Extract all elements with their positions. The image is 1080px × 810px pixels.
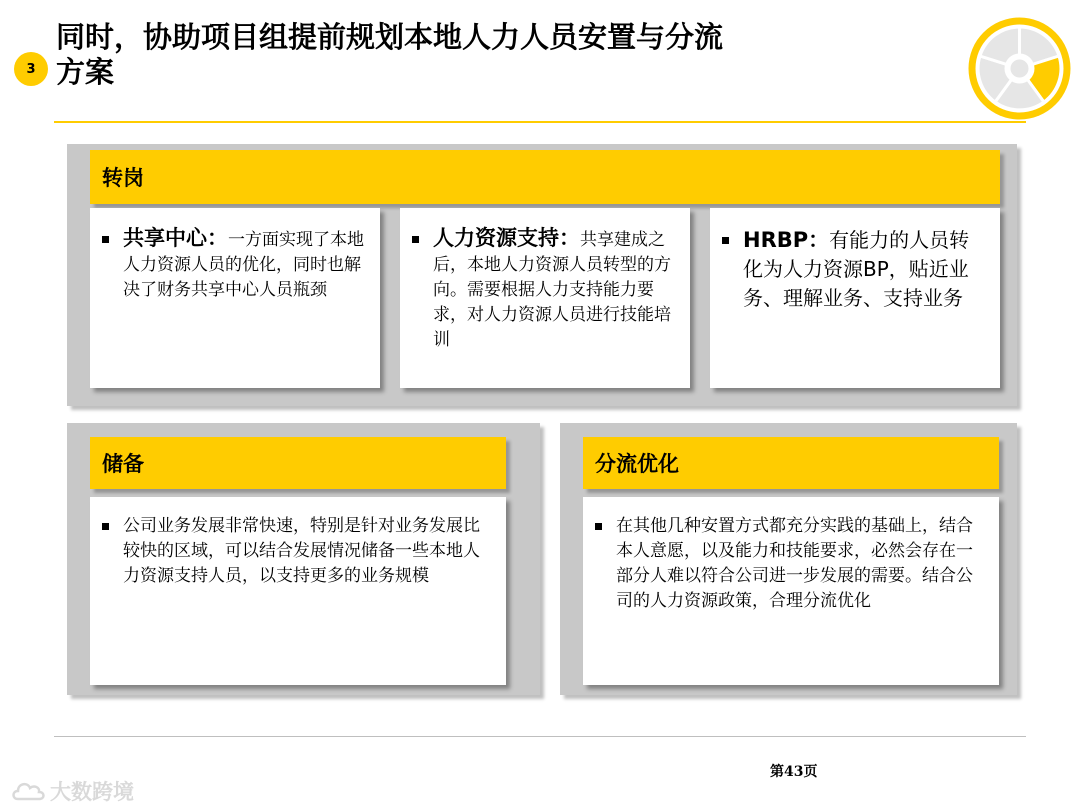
shared-center-card (90, 208, 380, 388)
bullet-icon (102, 236, 109, 243)
card-label: 共享中心： (123, 226, 228, 250)
page-title (56, 20, 856, 90)
watermark (10, 776, 134, 806)
page-number: 第43页 (770, 764, 818, 780)
hr-support-card (400, 208, 690, 388)
segmented-ring-logo-icon (966, 15, 1073, 122)
title-divider (54, 121, 1026, 123)
list-item (102, 226, 364, 303)
watermark-text: 大数跨境 (50, 780, 134, 804)
card-label: HRBP： (743, 228, 830, 252)
cloud-logo-icon (10, 779, 46, 803)
list-item (102, 514, 490, 589)
card-label: 人力资源支持： (433, 226, 580, 250)
card-body: 有能力的人员转化为人力资源BP，贴近业务、理解业务、支持业务 (743, 228, 970, 310)
card-text (433, 226, 674, 353)
card-body: 一方面实现了本地人力资源人员的优化，同时也解决了财务共享中心人员瓶颈 (123, 230, 364, 300)
transfer-title-bar: 转岗 (90, 150, 1000, 204)
list-item (722, 226, 984, 313)
bullet-icon (595, 523, 602, 530)
list-item (412, 226, 674, 353)
reserve-title-bar: 储备 (90, 437, 506, 489)
optimize-text: 在其他几种安置方式都充分实践的基础上，结合本人意愿，以及能力和技能要求，必然会存在一部分人难以符合公司进一步发展的需要。结合公司的人力资源政策，合理分流优化 (616, 516, 973, 611)
card-body: 共享建成之后，本地人力资源人员转型的方向。需要根据人力支持能力要求，对人力资源人员进行技能培训 (433, 230, 671, 350)
reserve-card (90, 497, 506, 685)
section-number-badge: 3 (14, 52, 48, 86)
card-text (743, 226, 984, 313)
page-title-line-2: 方案 (56, 55, 115, 89)
optimize-card (583, 497, 999, 685)
hrbp-card (710, 208, 1000, 388)
page-title-line-1: 同时，协助项目组提前规划本地人力人员安置与分流 (56, 20, 724, 54)
bullet-icon (722, 237, 729, 244)
bullet-icon (412, 236, 419, 243)
bullet-icon (102, 523, 109, 530)
optimize-title-bar: 分流优化 (583, 437, 999, 489)
card-text (123, 226, 364, 303)
list-item (595, 514, 983, 614)
footer-divider (54, 736, 1026, 737)
reserve-text: 公司业务发展非常快速，特别是针对业务发展比较快的区域，可以结合发展情况储备一些本地人力资源支持人员，以支持更多的业务规模 (123, 516, 480, 586)
